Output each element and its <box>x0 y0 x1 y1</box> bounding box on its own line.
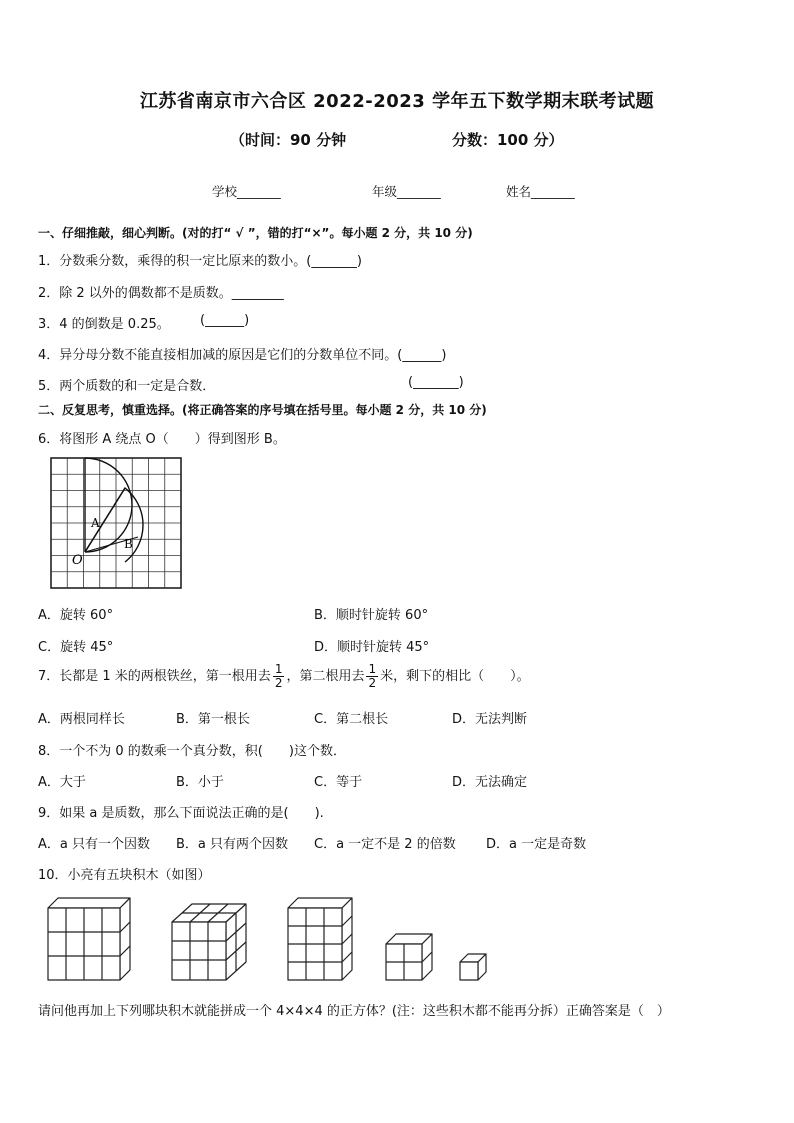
q8-option-d: D．无法确定 <box>452 775 528 790</box>
q7-part1: 7．长都是 1 米的两根铁丝，第一根用去 <box>38 669 271 684</box>
rotation-grid-figure <box>48 455 184 591</box>
q7-option-a: A．两根同样长 <box>38 712 125 727</box>
q6-option-a: A．旋转 60° <box>38 608 114 623</box>
name-field: 姓名_______ <box>506 184 575 199</box>
block-4 <box>386 934 432 980</box>
q8-option-c: C．等于 <box>314 775 363 790</box>
block-3 <box>288 898 352 980</box>
fraction-one-half <box>273 663 285 690</box>
fraction-numerator: 1 <box>368 662 377 676</box>
q8-option-a: A．大于 <box>38 775 86 790</box>
question-7-stem <box>38 663 530 690</box>
q7-part3: 米，剩下的相比（ ）。 <box>380 669 530 684</box>
fraction-numerator: 1 <box>274 662 283 676</box>
page-title: 江苏省南京市六合区 2022-2023 学年五下数学期末联考试题 <box>139 91 655 112</box>
question-3: 3．4 的倒数是 0.25。 <box>38 317 170 332</box>
label-a: A <box>91 516 100 530</box>
fraction-denominator: 2 <box>368 676 377 690</box>
question-10-prompt: 请问他再加上下列哪块积木就能拼成一个 4×4×4 的正方体？(注：这些积木都不能再分拆）正确答案是（ ） <box>38 1004 670 1019</box>
question-5: 5．两个质数的和一定是合数． <box>38 379 216 394</box>
q7-option-b: B．第一根长 <box>176 712 250 727</box>
label-o: O <box>72 553 83 568</box>
building-blocks-figure <box>40 890 500 986</box>
q6-option-b: B．顺时针旋转 60° <box>314 608 429 623</box>
question-6-stem: 6．将图形 A 绕点 O（ ）得到图形 B。 <box>38 432 286 447</box>
question-1: 1．分数乘分数，乘得的积一定比原来的数小。(_______) <box>38 254 362 269</box>
grade-field: 年级_______ <box>372 184 441 199</box>
question-3-blank: (______) <box>200 313 250 328</box>
question-2: 2．除 2 以外的偶数都不是质数。________ <box>38 286 284 301</box>
q9-option-a: A．a 只有一个因数 <box>38 837 150 852</box>
section2-heading: 二、反复思考，慎重选择。(将正确答案的序号填在括号里。每小题 2 分，共 10 分) <box>38 403 487 417</box>
q7-part2: ，第二根用去 <box>286 669 365 684</box>
q6-option-c: C．旋转 45° <box>38 640 114 655</box>
question-8-stem: 8．一个不为 0 的数乘一个真分数，积( )这个数． <box>38 744 346 759</box>
q7-option-c: C．第二根长 <box>314 712 389 727</box>
question-4: 4．异分母分数不能直接相加减的原因是它们的分数单位不同。(______) <box>38 348 447 363</box>
q9-option-c: C．a 一定不是 2 的倍数 <box>314 837 456 852</box>
q7-option-d: D．无法判断 <box>452 712 528 727</box>
q8-option-b: B．小于 <box>176 775 224 790</box>
question-10-stem: 10．小亮有五块积木（如图） <box>38 868 211 883</box>
school-field: 学校_______ <box>212 184 281 199</box>
fraction-one-half <box>366 663 378 690</box>
block-5 <box>460 954 486 980</box>
section1-heading: 一、仔细推敲，细心判断。(对的打“ √ ”，错的打“×”。每小题 2 分，共 10 分) <box>38 226 473 240</box>
q9-option-d: D．a 一定是奇数 <box>486 837 587 852</box>
q9-option-b: B．a 只有两个因数 <box>176 837 289 852</box>
label-b: B <box>124 537 133 551</box>
question-9-stem: 9．如果 a 是质数，那么下面说法正确的是( ). <box>38 806 324 821</box>
exam-score: 分数：100 分） <box>452 131 564 149</box>
block-1 <box>48 898 130 980</box>
block-2 <box>172 904 246 980</box>
fraction-denominator: 2 <box>274 676 283 690</box>
q6-option-d: D．顺时针旋转 45° <box>314 640 430 655</box>
exam-time: （时间：90 分钟 <box>230 131 347 149</box>
question-5-blank: (_______) <box>408 375 464 390</box>
